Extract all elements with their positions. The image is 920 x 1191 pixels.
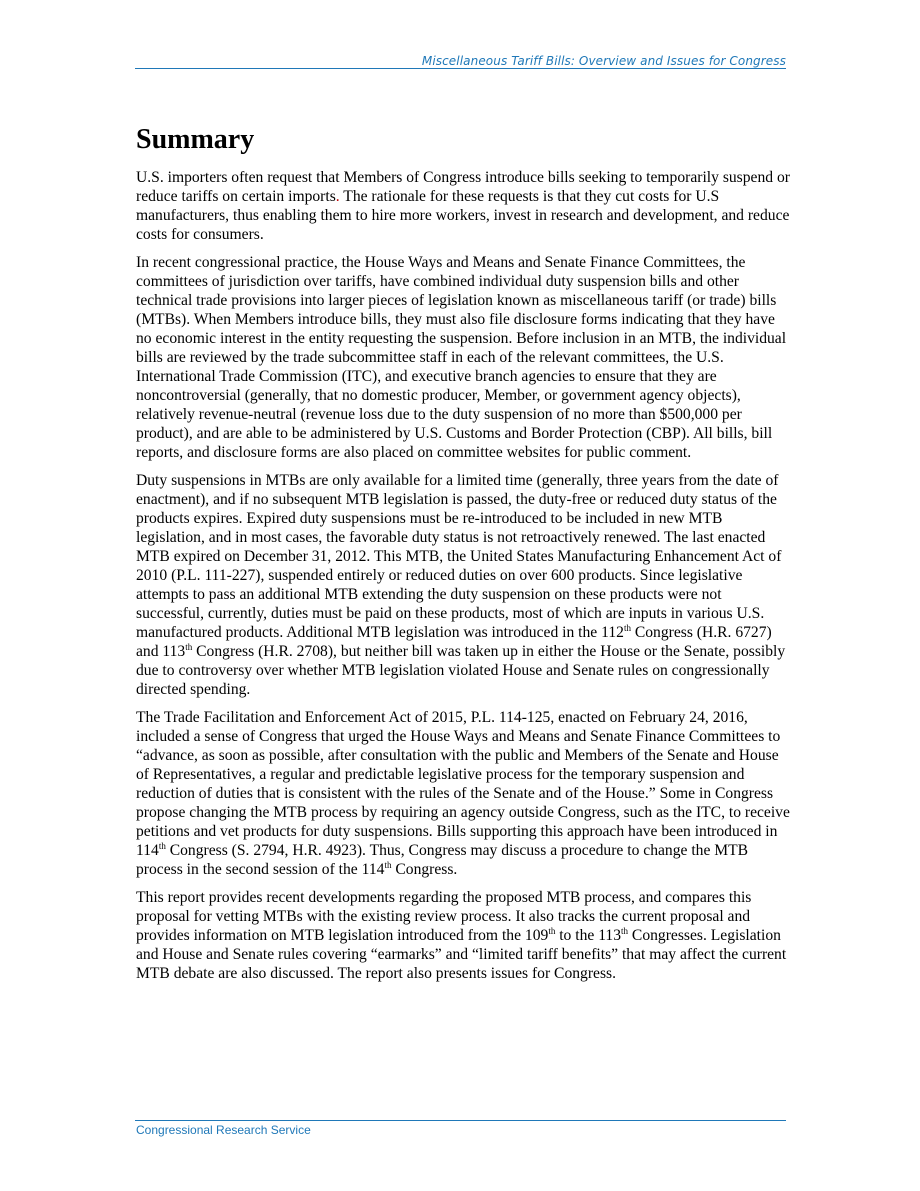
highlighted-period: . [335,188,340,205]
page-title: Summary [136,124,255,155]
paragraph-report-overview: This report provides recent developments regarding the proposed MTB process, and compares this proposal for vetting MTBs with the existing review process. It also tracks the current proposal and provides information on MTB legislation introduced from the 109th to the 113th Congresses. Legislation and House and Senate rules covering “earmarks” and “limited tariff benefits” that may affect the current MTB debate are also discussed. The report also presents issues for Congress. [136,889,787,982]
header-rule [135,68,786,69]
paragraph-congressional-practice: In recent congressional practice, the House Ways and Means and Senate Finance Committees, the committees of jurisdiction over tariffs, have combined individual duty suspension bills and other technical trade provisions into larger pieces of legislation known as miscellaneous tariff (or trade) bills (MTBs). When Members introduce bills, they must also file disclosure forms indicating that they have no economic interest in the entity requesting the suspension. Before inclusion in an MTB, the individual bills are reviewed by the trade subcommittee staff in each of the relevant committees, the U.S. International Trade Commission (ITC), and executive branch agencies to ensure that they are noncontroversial (generally, that no domestic producer, Member, or government agency objects), relatively revenue-neutral (revenue loss due to the duty suspension of no more than $500,000 per product), and are able to be administered by U.S. Customs and Border Protection (CBP). All bills, bill reports, and disclosure forms are also placed on committee websites for public comment. [136,254,787,461]
summary-body [136,168,790,992]
paragraph-trade-facilitation-act: The Trade Facilitation and Enforcement Act of 2015, P.L. 114-125, enacted on February 24, 2016, included a sense of Congress that urged the House Ways and Means and Senate Finance Committees to “advance, as soon as possible, after consultation with the public and Members of the Senate and House of Representatives, a regular and predictable legislative process for the temporary suspension and reduction of duties that is consistent with the rules of the Senate and of the House.” Some in Congress propose changing the MTB process by requiring an agency outside Congress, such as the ITC, to receive petitions and vet products for duty suspensions. Bills supporting this approach have been introduced in 114th Congress (S. 2794, H.R. 4923). Thus, Congress may discuss a procedure to change the MTB process in the second session of the 114th Congress. [136,709,790,878]
paragraph-duty-suspensions: Duty suspensions in MTBs are only available for a limited time (generally, three years from the date of enactment), and if no subsequent MTB legislation is passed, the duty-free or reduced duty status of the products expires. Expired duty suspensions must be re-introduced to be included in new MTB legislation, and in most cases, the favorable duty status is not retroactively renewed. The last enacted MTB expired on December 31, 2012. This MTB, the United States Manufacturing Enhancement Act of 2010 (P.L. 111-227), suspended entirely or reduced duties on over 600 products. Since legislative attempts to pass an additional MTB extending the duty suspension on these products were not successful, currently, duties must be paid on these products, most of which are inputs in various U.S. manufactured products. Additional MTB legislation was introduced in the 112th Congress (H.R. 6727) and 113th Congress (H.R. 2708), but neither bill was taken up in either the House or the Senate, possibly due to controversy over whether MTB legislation violated House and Senate rules on congressionally directed spending. [136,472,786,698]
running-header-title: Miscellaneous Tariff Bills: Overview and Issues for Congress [421,54,786,68]
paragraph-importers: U.S. importers often request that Members of Congress introduce bills seeking to temporarily suspend or reduce tariffs on certain imports. The rationale for these requests is that they cut costs for U.S manufacturers, thus enabling them to hire more workers, invest in research and development, and reduce costs for consumers. [136,169,790,243]
footer-rule [135,1120,786,1121]
footer-source: Congressional Research Service [136,1123,311,1137]
